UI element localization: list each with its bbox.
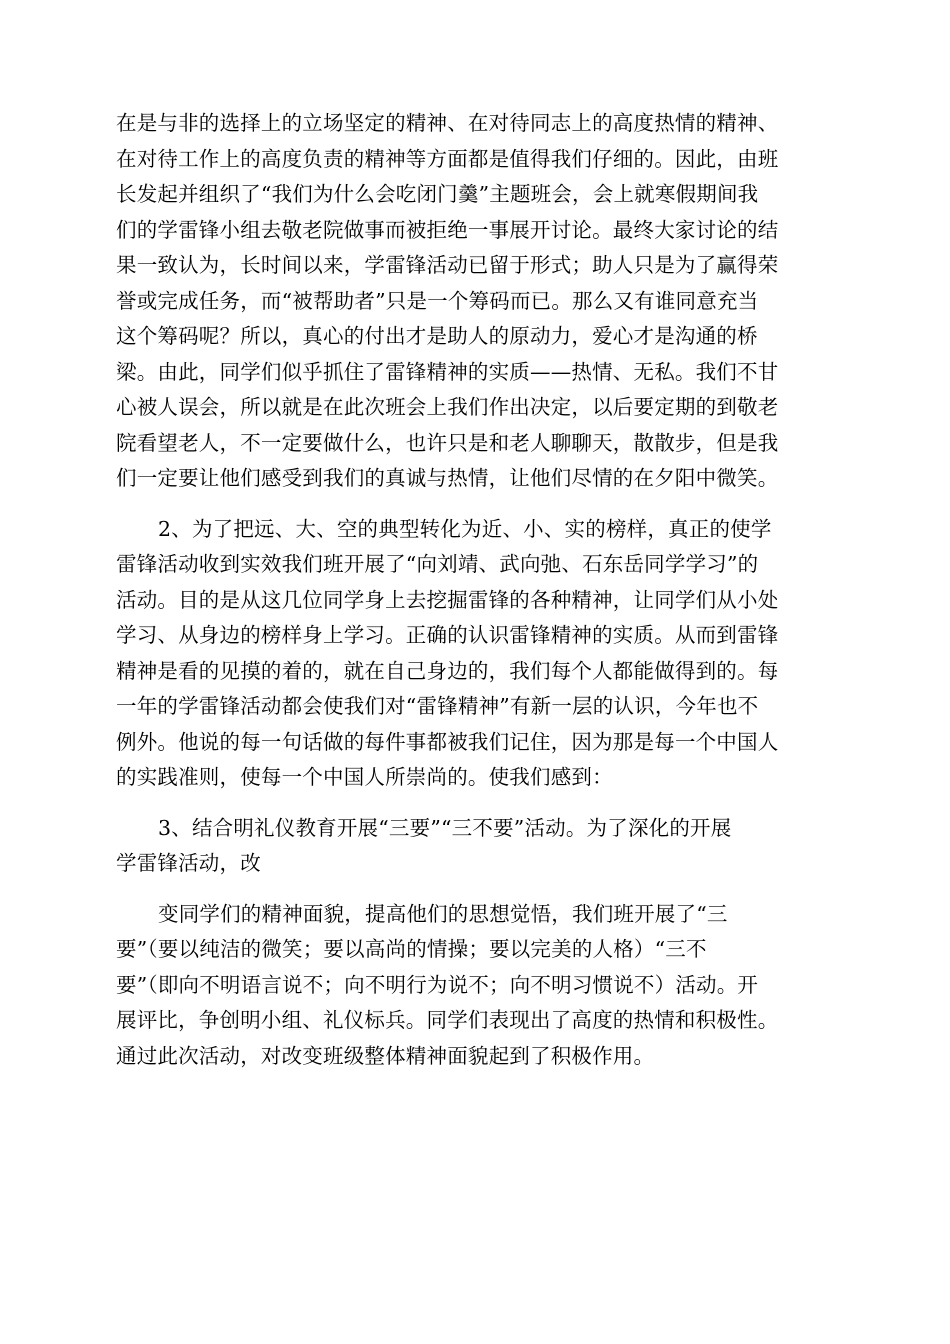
- text-line: 要”（要以纯洁的微笑；要以高尚的情操；要以完美的人格）“三不: [116, 937, 707, 961]
- text-line: 雷锋活动收到实效我们班开展了“向刘靖、武向弛、石东岳同学学习”的: [116, 552, 759, 576]
- text-line: 例外。他说的每一句话做的每件事都被我们记住，因为那是每一个中国人: [116, 729, 779, 754]
- text-line: 通过此次活动，对改变班级整体精神面貌起到了积极作用。: [116, 1043, 655, 1068]
- text-line: 要”（即向不明语言说不；向不明行为说不；向不明习惯说不）活动。开: [116, 972, 759, 997]
- paragraph-4: [116, 897, 836, 1075]
- text-line: 长发起并组织了“我们为什么会吃闭门羹”主题班会，会上就寒假期间我: [116, 182, 759, 206]
- text-line: 们一定要让他们感受到我们的真诚与热情，让他们尽情的在夕阳中微笑。: [116, 466, 779, 490]
- text-line: 果一致认为，长时间以来，学雷锋活动已留于形式；助人只是为了赢得荣: [116, 253, 779, 277]
- paragraph-1: [116, 106, 836, 497]
- text-line: 誉或完成任务，而“被帮助者”只是一个筹码而已。那么又有谁同意充当: [116, 288, 759, 313]
- text-line: 3、结合明礼仪教育开展“三要”“三不要”活动。为了深化的开展: [158, 815, 732, 840]
- text-line: 活动。目的是从这几位同学身上去挖掘雷锋的各种精神，让同学们从小处: [116, 587, 779, 612]
- text-line: 这个筹码呢？所以，真心的付出才是助人的原动力，爱心才是沟通的桥: [116, 324, 758, 348]
- text-line: 的实践准则，使每一个中国人所崇尚的。使我们感到：: [116, 765, 613, 789]
- text-line: 院看望老人，不一定要做什么，也许只是和老人聊聊天，散散步，但是我: [116, 430, 779, 455]
- paragraph-3: [116, 811, 836, 882]
- text-line: 变同学们的精神面貌，提高他们的思想觉悟，我们班开展了“三: [158, 901, 728, 926]
- text-line: 学雷锋活动，改: [116, 851, 261, 875]
- text-line: 梁。由此，同学们似乎抓住了雷锋精神的实质——热情、无私。我们不甘: [116, 359, 779, 384]
- document-body: [116, 106, 836, 1074]
- text-line: 2、为了把远、大、空的典型转化为近、小、实的榜样，真正的使学: [158, 516, 772, 541]
- text-line: 在是与非的选择上的立场坚定的精神、在对待同志上的高度热情的精神、: [116, 111, 779, 135]
- text-line: 展评比，争创明小组、礼仪标兵。同学们表现出了高度的热情和积极性。: [116, 1008, 779, 1032]
- text-line: 们的学雷锋小组去敬老院做事而被拒绝一事展开讨论。最终大家讨论的结: [116, 217, 779, 242]
- text-line: 学习、从身边的榜样身上学习。正确的认识雷锋精神的实质。从而到雷锋: [116, 623, 779, 647]
- text-line: 在对待工作上的高度负责的精神等方面都是值得我们仔细的。因此，由班: [116, 146, 779, 171]
- text-line: 一年的学雷锋活动都会使我们对“雷锋精神”有新一层的认识，今年也不: [116, 694, 759, 718]
- text-line: 精神是看的见摸的着的，就在自己身边的，我们每个人都能做得到的。每: [116, 658, 779, 683]
- paragraph-2: [116, 512, 836, 796]
- text-line: 心被人误会，所以就是在此次班会上我们作出决定，以后要定期的到敬老: [116, 395, 779, 419]
